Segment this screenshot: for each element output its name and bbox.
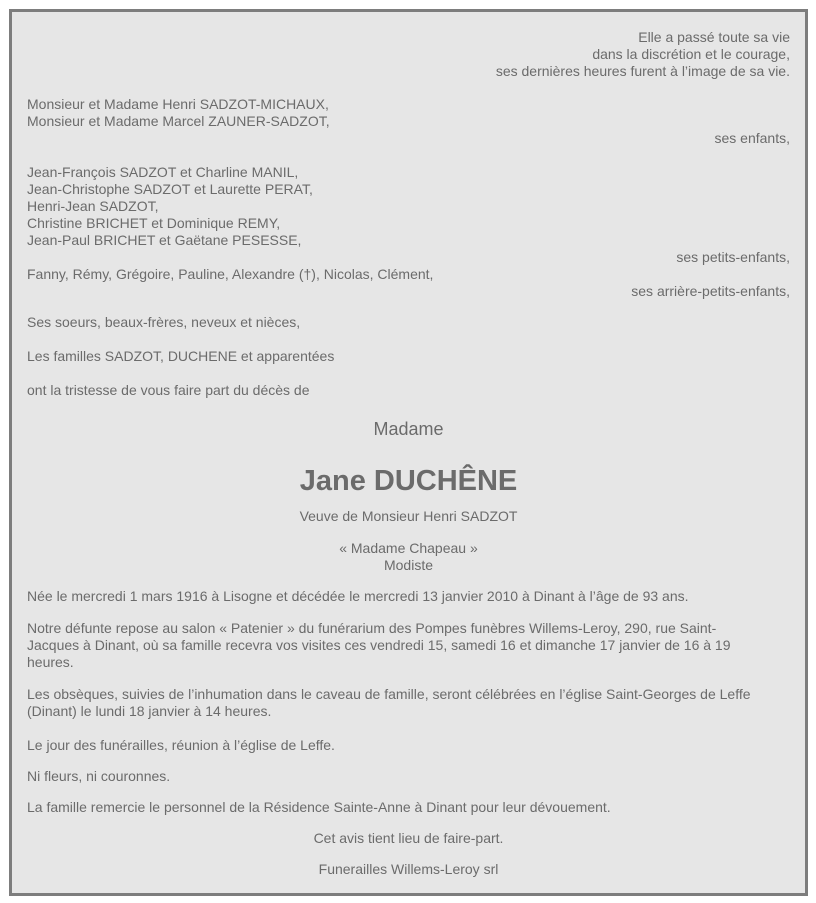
funeral-paragraph xyxy=(27,686,790,720)
child-entry: Monsieur et Madame Marcel ZAUNER-SADZOT, xyxy=(27,113,330,129)
intro-line: dans la discrétion et le courage, xyxy=(592,46,790,62)
honorific-title: Madame xyxy=(373,419,444,439)
grandchild-entry: Jean-Paul BRICHET et Gaëtane PESESSE, xyxy=(27,232,302,248)
funeral-home-line: Funerailles Willems-Leroy srl xyxy=(318,861,499,877)
grandchildren-list xyxy=(27,164,790,249)
great-grandchildren-list: Fanny, Rémy, Grégoire, Pauline, Alexandre (†), Nicolas, Clément, xyxy=(27,266,434,282)
funeral-line: Les obsèques, suivies de l’inhumation dans le caveau de famille, seront célébrées en l’église Saint-Georges de Leffe xyxy=(27,686,751,702)
families-line: Les familles SADZOT, DUCHENE et apparentées xyxy=(27,348,335,364)
grandchild-entry: Jean-Christophe SADZOT et Laurette PERAT, xyxy=(27,181,313,197)
repose-line: heures. xyxy=(27,654,74,670)
deceased-name: Jane DUCHÊNE xyxy=(299,465,518,497)
repose-paragraph xyxy=(27,620,790,671)
intro-line: Elle a passé toute sa vie xyxy=(638,29,790,45)
notice-line: Cet avis tient lieu de faire-part. xyxy=(313,830,504,846)
grandchild-entry: Jean-François SADZOT et Charline MANIL, xyxy=(27,164,299,180)
repose-line: Jacques à Dinant, où sa famille recevra vos visites ces vendredi 15, samedi 16 et dimanche 17 janvier de 16 à 19 xyxy=(27,637,731,653)
grandchild-entry: Christine BRICHET et Dominique REMY, xyxy=(27,215,281,231)
announcement-line: ont la tristesse de vous faire part du décès de xyxy=(27,382,310,398)
profession-line: Modiste xyxy=(383,557,434,573)
obituary-content xyxy=(27,29,790,878)
grandchild-entry: Henri-Jean SADZOT, xyxy=(27,198,159,214)
grandchildren-label: ses petits-enfants, xyxy=(676,249,790,265)
no-flowers-line: Ni fleurs, ni couronnes. xyxy=(27,768,171,784)
great-grandchildren-label: ses arrière-petits-enfants, xyxy=(631,283,790,299)
gathering-line: Le jour des funérailles, réunion à l’église de Leffe. xyxy=(27,737,335,753)
widow-of-line: Veuve de Monsieur Henri SADZOT xyxy=(299,508,518,524)
thanks-line: La famille remercie le personnel de la Résidence Sainte-Anne à Dinant pour leur dévouement. xyxy=(27,799,611,815)
nickname-line: « Madame Chapeau » xyxy=(339,540,478,556)
children-list xyxy=(27,96,790,130)
children-label: ses enfants, xyxy=(714,130,790,146)
child-entry: Monsieur et Madame Henri SADZOT-MICHAUX, xyxy=(27,96,329,112)
intro-quote xyxy=(27,29,790,80)
intro-line: ses dernières heures furent à l’image de sa vie. xyxy=(495,63,790,79)
obituary-card xyxy=(9,9,808,896)
siblings-line: Ses soeurs, beaux-frères, neveux et nièces, xyxy=(27,314,301,330)
birth-death-line: Née le mercredi 1 mars 1916 à Lisogne et décédée le mercredi 13 janvier 2010 à Dinant à l’âge de 93 ans. xyxy=(27,588,689,604)
funeral-line: (Dinant) le lundi 18 janvier à 14 heures. xyxy=(27,703,272,719)
repose-line: Notre défunte repose au salon « Patenier » du funérarium des Pompes funèbres Willems-Leroy, 290, rue Saint- xyxy=(27,620,717,636)
